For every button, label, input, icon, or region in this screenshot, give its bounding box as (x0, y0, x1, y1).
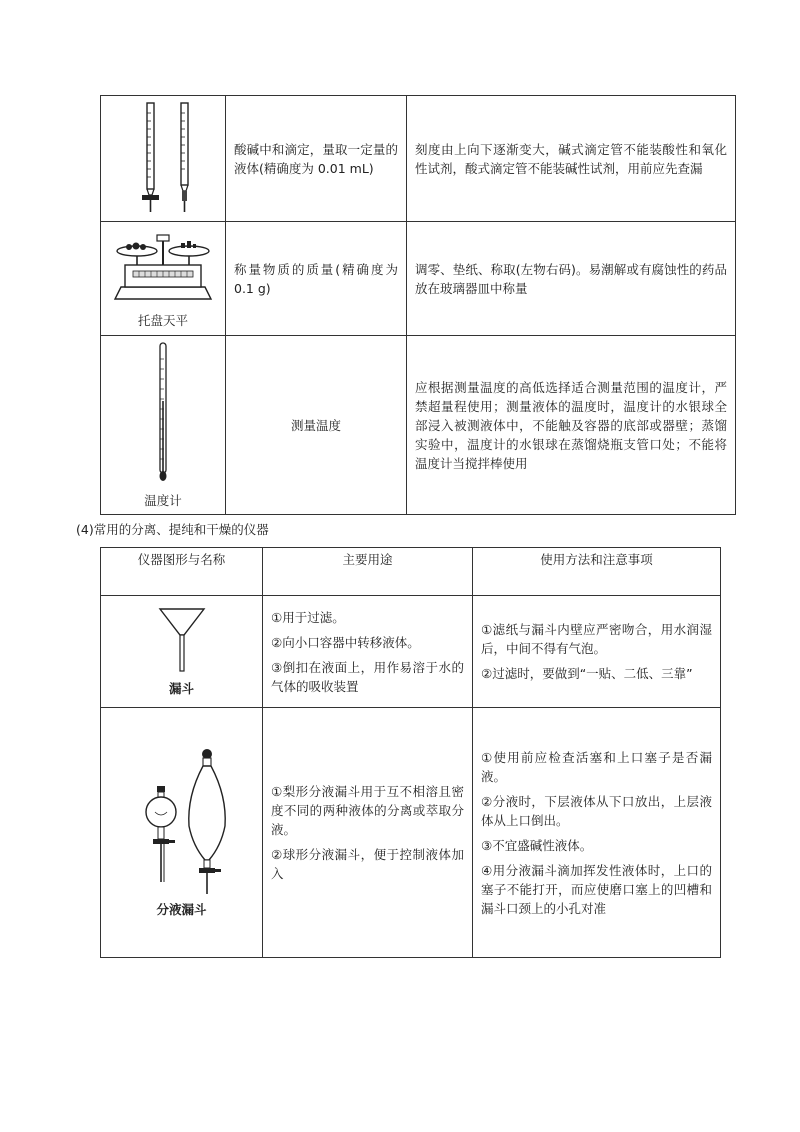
header-cell: 仪器图形与名称 (101, 548, 263, 596)
burette-cell (101, 96, 226, 222)
funnel-cell (101, 596, 263, 708)
notes-cell (473, 708, 721, 958)
notes-cell: 调零、垫纸、称取(左物右码)。易潮解或有腐蚀性的药品放在玻璃器皿中称量 (407, 222, 736, 336)
use-cell: 酸碱中和滴定，量取一定量的液体(精确度为 0.01 mL) (226, 96, 407, 222)
section-heading: (4)常用的分离、提纯和干燥的仪器 (76, 522, 269, 537)
instrument-table-2 (100, 547, 721, 958)
funnel-icon (152, 605, 212, 673)
instrument-name: 温度计 (144, 492, 182, 508)
notes-cell (473, 596, 721, 708)
use-item: ③倒扣在液面上，用作易溶于水的气体的吸收装置 (271, 659, 464, 694)
header-cell: 主要用途 (263, 548, 473, 596)
note-item: ④用分液漏斗滴加挥发性液体时，上口的塞子不能打开，而应使磨口塞上的凹槽和漏斗口颈上的小孔对准 (481, 862, 712, 916)
separatory-funnel-cell (101, 708, 263, 958)
notes-cell: 刻度由上向下逐渐变大，碱式滴定管不能装酸性和氧化性试剂，酸式滴定管不能装碱性试剂，用前应先查漏 (407, 96, 736, 222)
notes-cell: 应根据测量温度的高低选择适合测量范围的温度计，严禁超量程使用；测量液体的温度时，温度计的水银球全部浸入被测液体中，不能触及容器的底部或器壁；蒸馏实验中，温度计的水银球在蒸馏烧瓶支管口处；不能将温度计当搅拌棒使用 (407, 336, 736, 515)
table-header-row (101, 548, 721, 596)
use-item: ②球形分液漏斗，便于控制液体加入 (271, 847, 464, 881)
use-cell (263, 596, 473, 708)
thermometer-icon (143, 341, 183, 483)
instrument-table-1 (100, 95, 736, 515)
use-cell (263, 708, 473, 958)
thermometer-cell (101, 336, 226, 515)
use-item: ①梨形分液漏斗用于互不相溶且密度不同的两种液体的分离或萃取分液。 (271, 784, 464, 837)
use-item: ②向小口容器中转移液体。 (271, 634, 420, 650)
separatory-funnel-icon (127, 746, 237, 896)
use-cell: 测量温度 (226, 336, 407, 515)
balance-cell (101, 222, 226, 336)
instrument-name: 漏斗 (168, 681, 194, 696)
note-item: ①使用前应检查活塞和上口塞子是否漏液。 (481, 749, 712, 784)
table-row (101, 222, 736, 336)
note-item: ②分液时，下层液体从下口放出，上层液体从上口倒出。 (481, 793, 712, 828)
table-row (101, 596, 721, 708)
header-cell: 使用方法和注意事项 (473, 548, 721, 596)
burette-icon (103, 99, 223, 219)
use-cell: 称量物质的质量(精确度为 0.1 g) (226, 222, 407, 336)
note-item: ①滤纸与漏斗内壁应严密吻合，用水润湿后，中间不得有气泡。 (481, 622, 712, 656)
use-item: ①用于过滤。 (271, 609, 345, 625)
instrument-name: 托盘天平 (137, 313, 188, 328)
balance-icon (107, 227, 219, 305)
table-row (101, 96, 736, 222)
note-item: ③不宜盛碱性液体。 (481, 837, 593, 853)
table-row (101, 336, 736, 515)
table-row (101, 708, 721, 958)
note-item: ②过滤时，要做到“一贴、二低、三靠” (481, 666, 693, 681)
instrument-name: 分液漏斗 (156, 902, 207, 917)
